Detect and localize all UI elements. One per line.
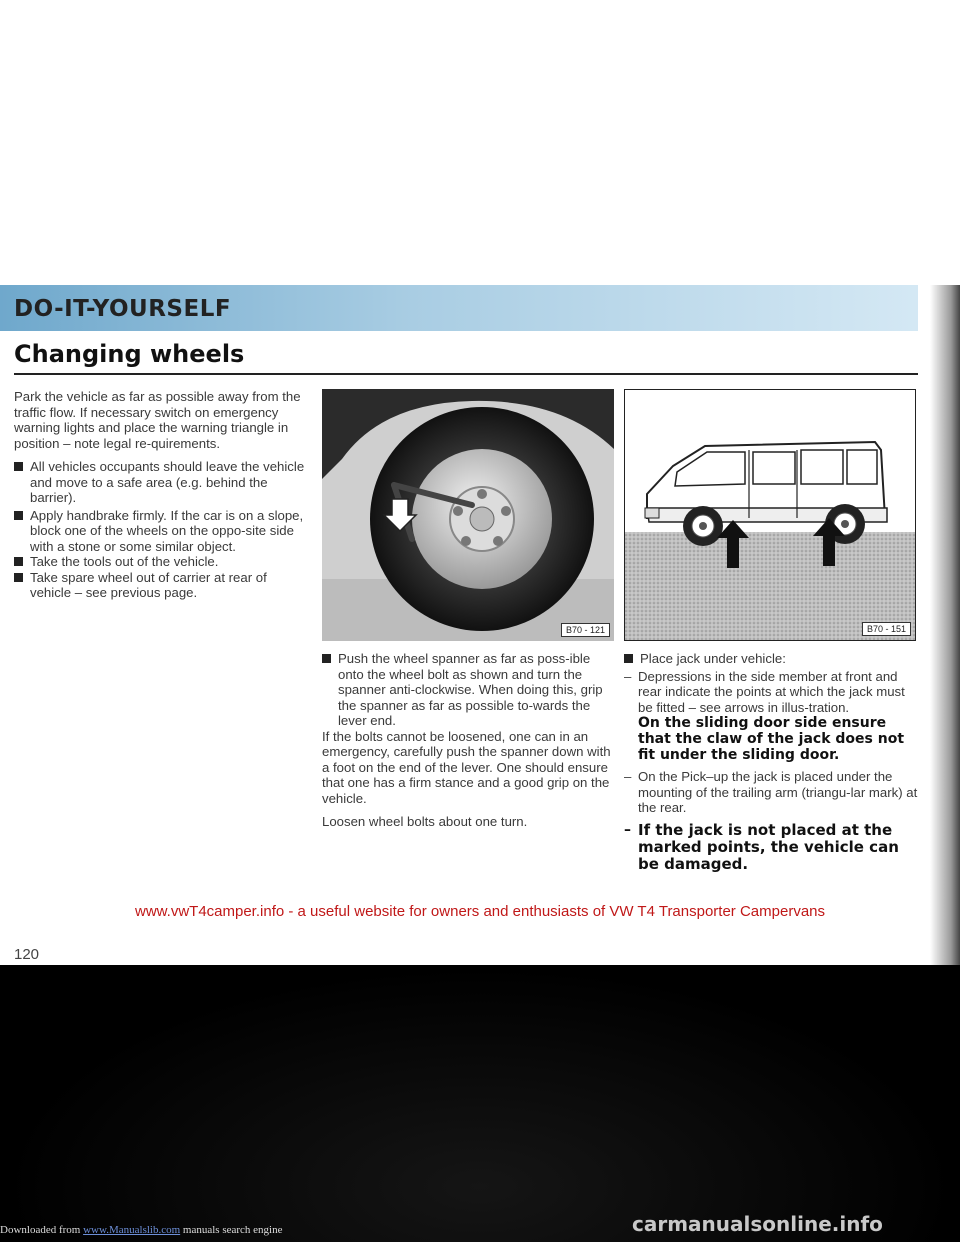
- list-item-text: Take the tools out of the vehicle.: [30, 554, 219, 569]
- list-item-text: Place jack under vehicle:: [640, 651, 786, 666]
- list-item-text: Apply handbrake firmly. If the car is on a slope, block one of the wheels on the oppo-site side with a stone or some similar object.: [30, 507, 304, 554]
- middle-column: [322, 651, 618, 838]
- dash-item: – Depressions in the side member at front and rear indicate the points at which the jack must be fitted – see arrows in illus-tration. On the sliding door side ensure that the claw of the jack does not fit under the sliding door.: [624, 668, 905, 763]
- list-item: [14, 570, 310, 601]
- bullet-icon: [14, 557, 23, 566]
- wheel-spanner-figure: [322, 389, 614, 641]
- paragraph: If the bolts cannot be loosened, one can in an emergency, carefully push the spanner down with a foot on the end of the lever. One should ensure that one has a firm stance and a good grip on the vehicle.: [322, 728, 611, 806]
- list-item: [14, 508, 310, 555]
- page-title: Changing wheels: [14, 340, 245, 368]
- intro-paragraph: Park the vehicle as far as possible away from the traffic flow. If necessary switch on emergency warning lights and place the warning triangle in position – note legal re-quirements.: [14, 389, 301, 451]
- list-item: [624, 651, 920, 667]
- page-number: 120: [14, 946, 40, 963]
- page-edge: [930, 285, 960, 965]
- watermark: carmanualsonline.info: [632, 1212, 883, 1236]
- list-item-text: All vehicles occupants should leave the vehicle and move to a safe area (e.g. behind the barrier).: [30, 459, 305, 505]
- figure-code: B70 - 151: [862, 622, 911, 636]
- title-rule: [14, 373, 918, 375]
- dash-item: – If the jack is not placed at the marked points, the vehicle can be damaged.: [624, 822, 920, 873]
- dash-item: – On the Pick–up the jack is placed under the mounting of the trailing arm (triangu-lar mark) at the rear.: [624, 769, 920, 816]
- manualslib-link[interactable]: www.Manualslib.com: [83, 1224, 181, 1236]
- wheel-illustration: [322, 389, 614, 641]
- list-item-text: Push the wheel spanner as far as poss-ible onto the wheel bolt as shown and turn the spanner anti-clockwise. When doing this, grip the spanner as far as possible to-wards the lever end.: [338, 651, 603, 728]
- figure-code: B70 - 121: [561, 623, 610, 637]
- van-illustration: [625, 390, 915, 640]
- section-title: DO-IT-YOURSELF: [14, 296, 232, 322]
- right-column: [624, 651, 920, 877]
- list-item: [14, 554, 310, 570]
- website-link[interactable]: www.vwT4camper.info - a useful website for owners and enthusiasts of VW T4 Transporter Campervans: [134, 903, 826, 920]
- paragraph: Loosen wheel bolts about one turn.: [322, 814, 528, 829]
- warning-text: If the jack is not placed at the marked points, the vehicle can be damaged.: [638, 820, 899, 873]
- left-column: [14, 389, 310, 601]
- dash-item-text: On the Pick–up the jack is placed under the mounting of the trailing arm (triangu-lar mark) at the rear.: [638, 769, 918, 815]
- list-item: [322, 651, 618, 729]
- download-notice: Downloaded from www.Manualslib.com manuals search engine: [0, 1224, 283, 1236]
- warning-text: On the sliding door side ensure that the claw of the jack does not fit under the sliding door.: [638, 715, 905, 763]
- scan-dark-band: [0, 965, 960, 1242]
- dash-item-text: Depressions in the side member at front and rear indicate the points at which the jack must be fitted – see arrows in illus-tration.: [638, 668, 905, 715]
- bullet-icon: [322, 654, 331, 663]
- list-item: [14, 459, 310, 506]
- bullet-icon: [14, 462, 23, 471]
- bullet-icon: [624, 654, 633, 663]
- van-jack-figure: [624, 389, 916, 641]
- bullet-icon: [14, 511, 23, 520]
- bullet-icon: [14, 573, 23, 582]
- list-item-text: Take spare wheel out of carrier at rear of vehicle – see previous page.: [30, 569, 267, 600]
